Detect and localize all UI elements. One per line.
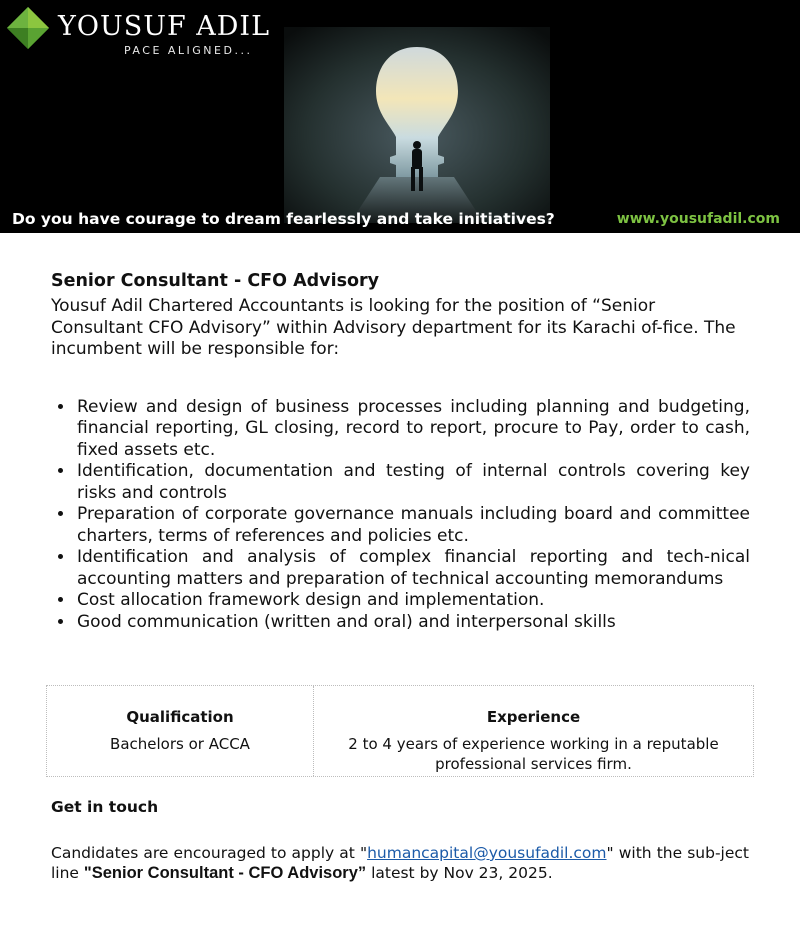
lightbulb-hero-image xyxy=(284,27,550,223)
contact-text-after: latest by Nov 23, 2025. xyxy=(366,864,553,882)
contact-text-before: Candidates are encouraged to apply at " xyxy=(51,844,368,862)
subject-line: "Senior Consultant - CFO Advisory” xyxy=(83,864,367,882)
brand-tagline: PACE ALIGNED... xyxy=(124,44,253,57)
contact-heading: Get in touch xyxy=(51,798,159,816)
qualification-value: Bachelors or ACCA xyxy=(110,735,250,753)
job-description xyxy=(51,268,749,633)
job-title: Senior Consultant - CFO Advisory xyxy=(51,271,380,291)
diamond-logo-icon xyxy=(6,6,50,50)
qualification-column xyxy=(47,686,314,776)
responsibilities-list xyxy=(51,397,750,634)
list-item: • Review and design of business processes including planning and budgeting, financial reporting, GL closing, record to report, procure to Pay, order to cash, fixed assets etc. xyxy=(75,397,750,462)
contact-section xyxy=(51,798,749,883)
job-intro: Yousuf Adil Chartered Accountants is looking for the position of “Senior Consultant CFO Advisory” within Advisory department for its Karachi of-fice. The incumbent will be responsible for: xyxy=(51,296,736,359)
qualification-label: Qualification xyxy=(126,708,234,726)
list-item: • Identification and analysis of complex financial reporting and tech-nical accounting matters and preparation of technical accounting memorandums xyxy=(75,547,750,590)
banner-caption: Do you have courage to dream fearlessly and take initiatives? xyxy=(12,210,555,228)
list-item: • Identification, documentation and testing of internal controls covering key risks and controls xyxy=(75,461,750,504)
website-link[interactable]: www.yousufadil.com xyxy=(616,211,780,227)
contact-text-middle: " with the sub-ject line xyxy=(51,844,749,882)
brand-logo xyxy=(6,6,270,57)
list-item: • Good communication (written and oral) and interpersonal skills xyxy=(75,612,750,634)
contact-text xyxy=(51,843,749,883)
experience-value: 2 to 4 years of experience working in a reputable professional services firm. xyxy=(348,735,719,773)
requirements-table xyxy=(46,685,754,777)
experience-column xyxy=(314,686,753,776)
brand-name: YOUSUF ADIL xyxy=(58,11,271,42)
experience-label: Experience xyxy=(486,708,581,726)
header-banner xyxy=(0,0,800,233)
email-link[interactable]: humancapital@yousufadil.com xyxy=(367,844,607,862)
list-item: • Cost allocation framework design and implementation. xyxy=(75,590,750,612)
list-item: • Preparation of corporate governance manuals including board and committee charters, terms of references and policies etc. xyxy=(75,504,750,547)
